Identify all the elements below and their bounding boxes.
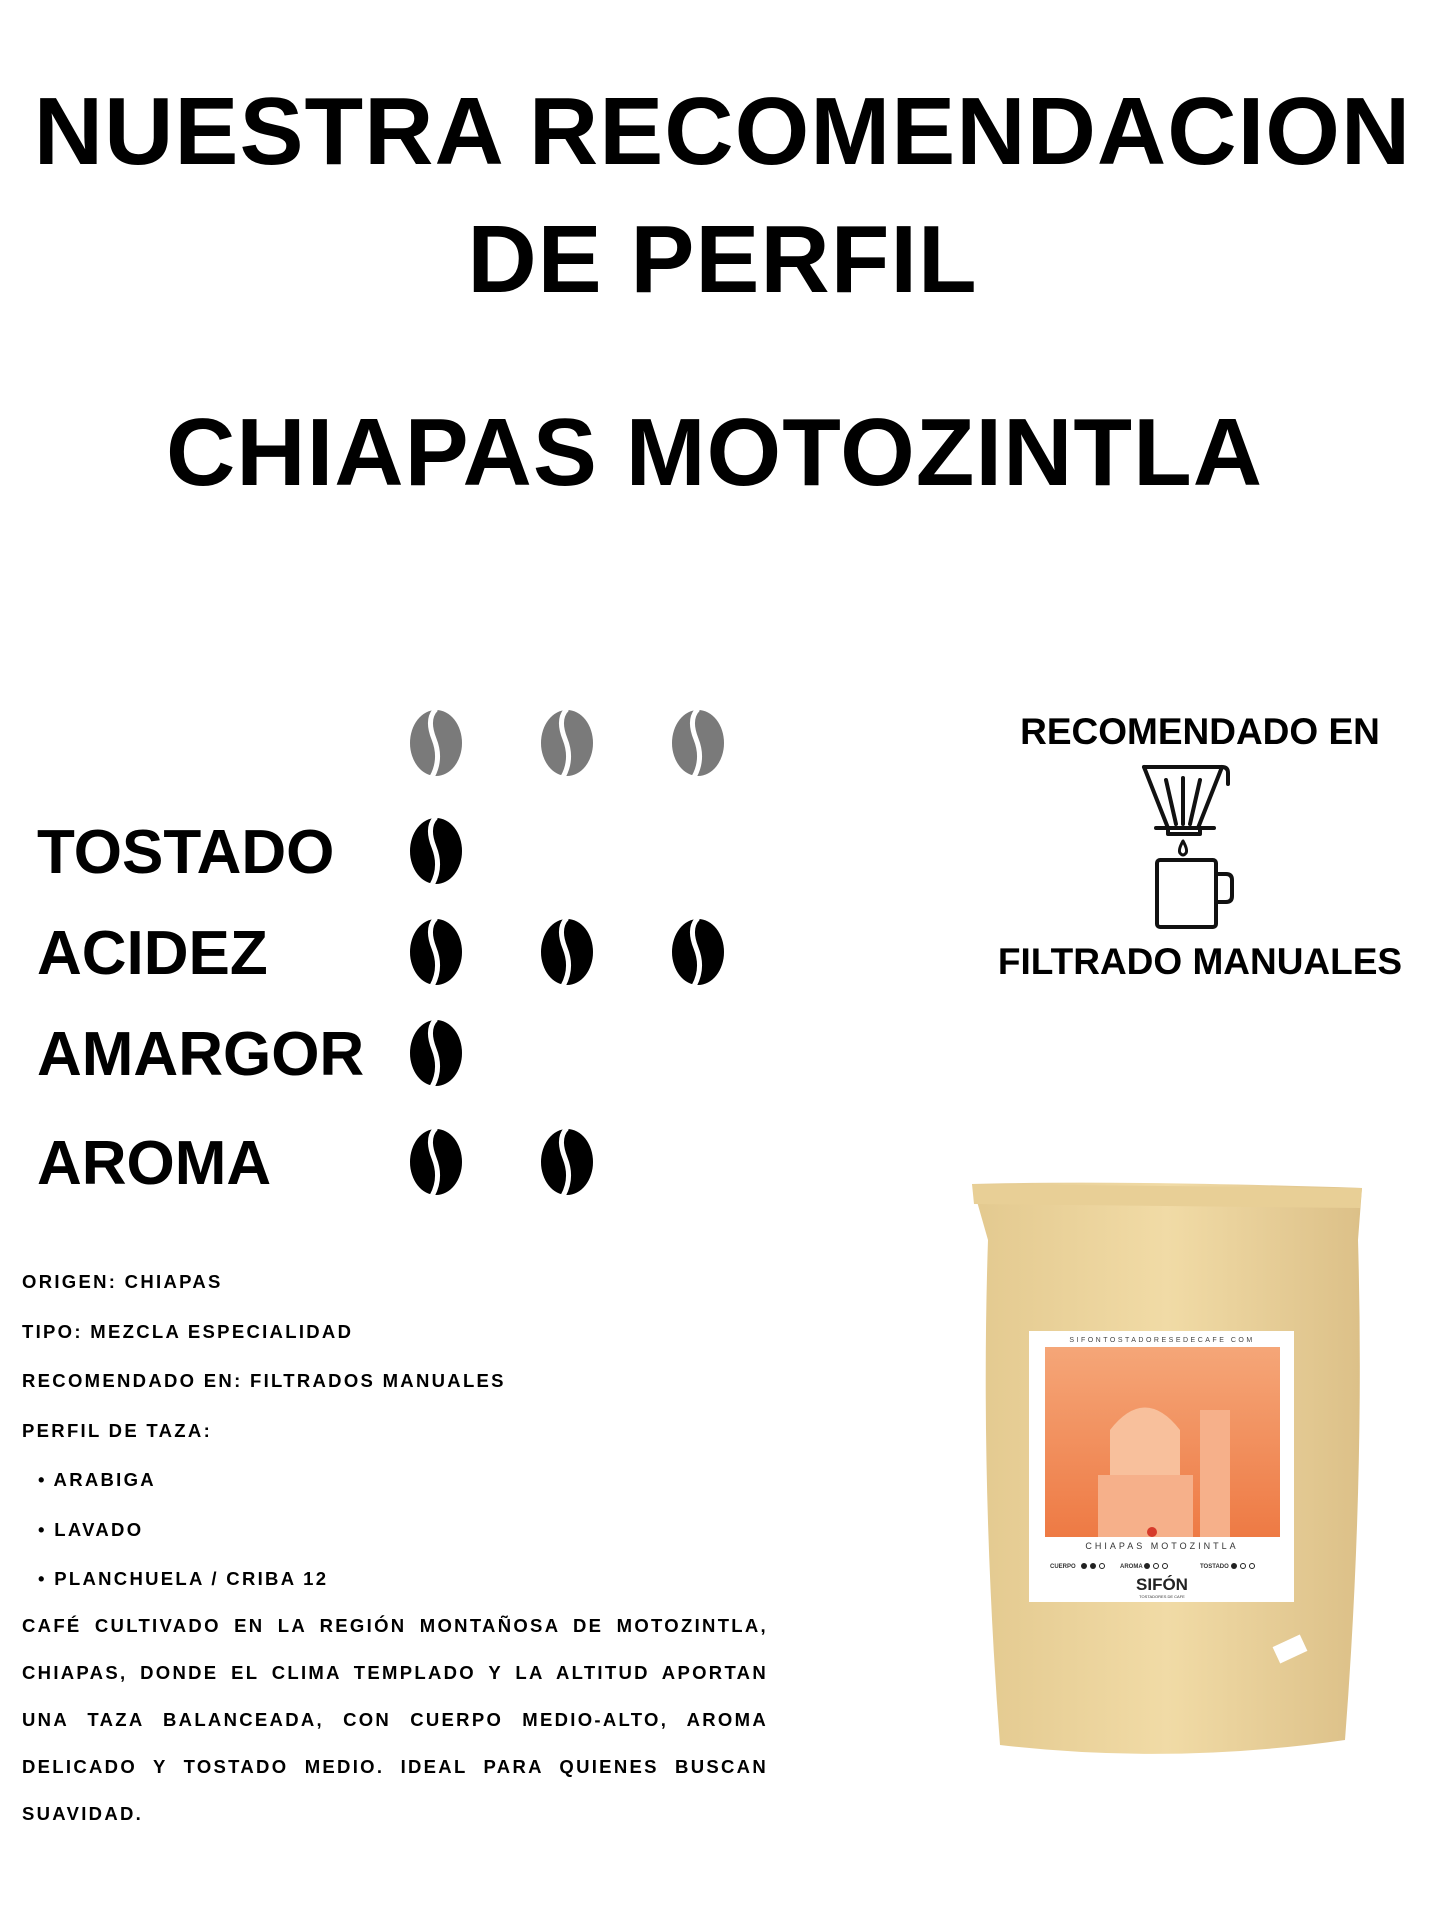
detail-line: TIPO: MEZCLA ESPECIALIDAD [22, 1320, 354, 1342]
bag-tagline: TOSTADORES DE CAFE [1139, 1594, 1185, 1599]
description-line: SUAVIDAD. [22, 1803, 144, 1824]
bullet-icon: • [38, 1469, 54, 1490]
page-title-line1: NUESTRA RECOMENDACION [33, 78, 1412, 185]
description-line: DELICADO Y TOSTADO MEDIO. IDEAL PARA QUIENES BUSCAN [22, 1756, 768, 1777]
profile-label-tostado: TOSTADO [37, 818, 335, 887]
bullet-icon: • [38, 1568, 55, 1589]
bullet-item [38, 1570, 328, 1589]
scale-bean-icon [671, 709, 725, 777]
coffee-bag-image [970, 1180, 1365, 1760]
bag-website: SIFONTOSTADORESEDECAFE COM [1069, 1337, 1255, 1344]
coffee-bean-icon [540, 918, 594, 986]
description-line: UNA TAZA BALANCEADA, CON CUERPO MEDIO-ALTO, AROMA [22, 1709, 768, 1730]
coffee-bean-icon [409, 817, 463, 885]
pour-over-dripper-mug-icon [1140, 762, 1250, 930]
detail-line: ORIGEN: CHIAPAS [22, 1271, 223, 1292]
bullet-text: LAVADO [54, 1518, 144, 1540]
bag-product-name: CHIAPAS MOTOZINTLA [1085, 1541, 1239, 1551]
scale-bean-icon [409, 709, 463, 777]
coffee-bean-icon [409, 1128, 463, 1196]
coffee-bean-icon [409, 918, 463, 986]
product-name: CHIAPAS MOTOZINTLA [165, 399, 1264, 506]
profile-label-aroma: AROMA [37, 1129, 272, 1198]
coffee-bean-icon [540, 1128, 594, 1196]
bullet-icon: • [38, 1518, 55, 1540]
description-line: CAFÉ CULTIVADO EN LA REGIÓN MONTAÑOSA DE MOTOZINTLA, [22, 1615, 768, 1636]
bag-attr-body: CUERPO [1050, 1564, 1076, 1570]
page-title-line2: DE PERFIL [467, 206, 978, 313]
bullet-text: PLANCHUELA / CRIBA 12 [54, 1568, 329, 1589]
coffee-bean-icon [409, 1019, 463, 1087]
description-line: CHIAPAS, DONDE EL CLIMA TEMPLADO Y LA ALTITUD APORTAN [22, 1662, 768, 1683]
bullet-item [38, 1471, 156, 1490]
detail-line: PERFIL DE TAZA: [22, 1419, 213, 1441]
profile-label-acidez: ACIDEZ [37, 919, 268, 988]
profile-label-amargor: AMARGOR [37, 1020, 365, 1089]
bag-attr-roast: TOSTADO [1200, 1564, 1229, 1570]
bag-attr-aroma: AROMA [1120, 1564, 1143, 1570]
scale-bean-icon [540, 709, 594, 777]
recommended-method: FILTRADO MANUALES [997, 941, 1403, 982]
coffee-bean-icon [671, 918, 725, 986]
bullet-item [38, 1518, 144, 1540]
bullet-text: ARABIGA [53, 1469, 156, 1490]
recommended-heading: RECOMENDADO EN [1020, 711, 1380, 752]
detail-line: RECOMENDADO EN: FILTRADOS MANUALES [22, 1370, 506, 1391]
bag-brand: SIFÓN [1136, 1575, 1188, 1594]
